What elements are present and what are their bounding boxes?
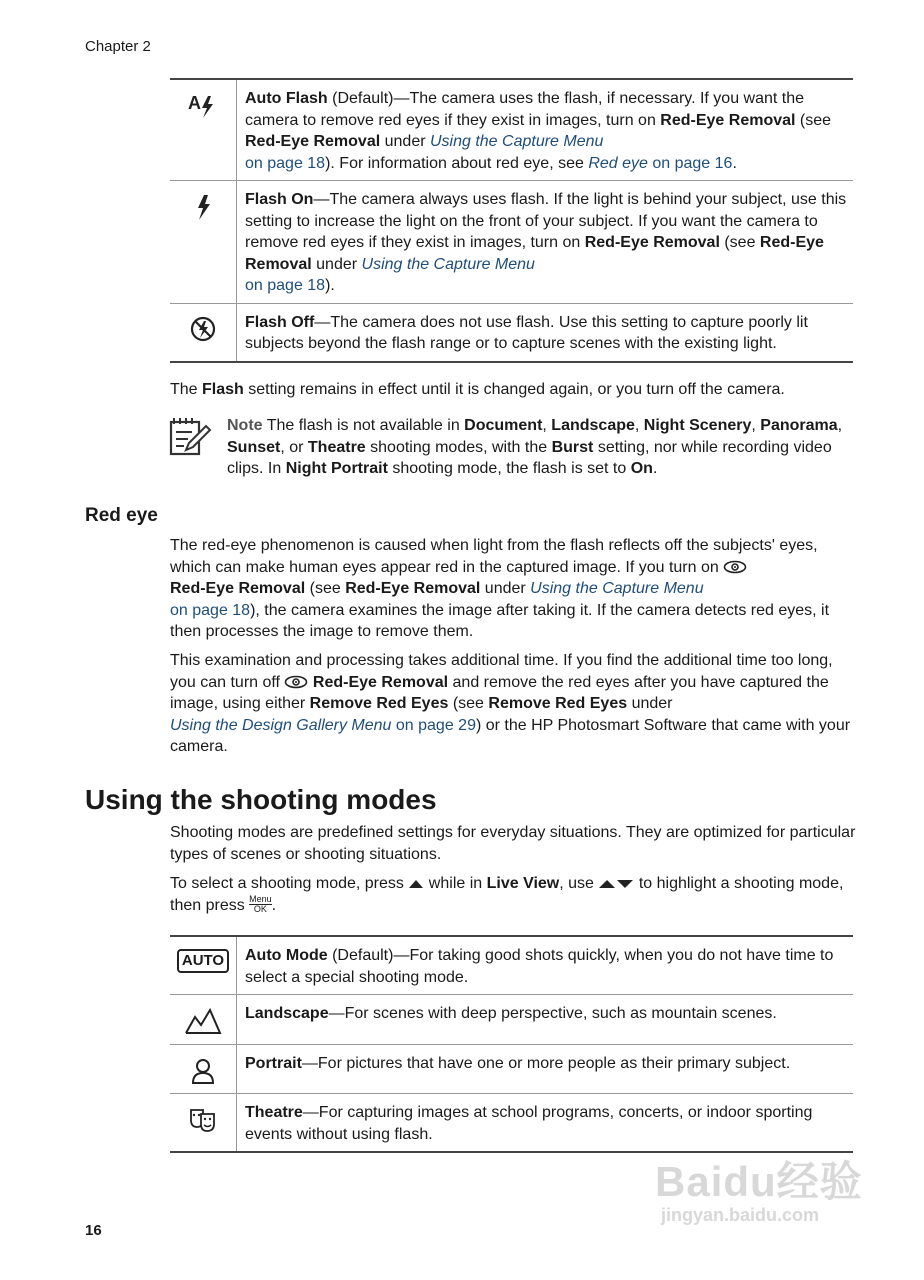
table-row [170, 995, 853, 1045]
auto-flash-description: Auto Flash (Default)—The camera uses the flash, if necessary. If you want the camera to remove red eyes if they exist in images, turn on Red-Eye Removal (see Red-Eye Removal under Using the Capture Menu on page 18). For information about red eye, see Red eye on page 16. [237, 79, 854, 181]
red-eye-link[interactable]: Red eye [588, 154, 648, 172]
table-row [170, 79, 853, 181]
shooting-modes-instructions: To select a shooting mode, press while in Live View, use to highlight a shooting mode, then press Menu OK . [170, 875, 844, 914]
page-number: 16 [85, 1222, 102, 1239]
red-eye-heading: Red eye [85, 505, 158, 526]
note-text: Note The flash is not available in Document, Landscape, Night Scenery, Panorama, Sunset, or Theatre shooting modes, with the Burst setting, nor while recording video clips. In Night Portrait shooting mode, the flash is set to On. [227, 417, 843, 477]
red-eye-icon [723, 560, 747, 574]
up-arrow-icon [408, 879, 424, 889]
note-label: Note [227, 417, 263, 434]
flash-off-title: Flash Off [245, 313, 315, 331]
flash-settings-table [170, 78, 853, 363]
design-gallery-page-link[interactable]: on page 29 [391, 716, 476, 734]
up-down-arrows-icon [598, 879, 634, 889]
landscape-icon [183, 1005, 223, 1037]
baidu-watermark: Baidu经验 jingyan.baidu.com [655, 1158, 863, 1225]
auto-flash-icon-cell [170, 79, 237, 181]
red-eye-icon [284, 675, 308, 689]
auto-mode-icon-cell [170, 936, 237, 995]
capture-menu-page-link[interactable]: on page 18 [245, 154, 326, 172]
theatre-icon [186, 1104, 220, 1136]
shooting-modes-table [170, 935, 853, 1153]
chapter-label: Chapter 2 [85, 38, 151, 55]
menu-ok-icon: Menu OK [249, 893, 272, 914]
flash-off-icon-cell [170, 303, 237, 362]
table-row [170, 181, 853, 304]
capture-menu-page-link[interactable]: on page 18 [245, 277, 326, 294]
portrait-description: Portrait—For pictures that have one or more people as their primary subject. [237, 1044, 854, 1094]
landscape-icon-cell [170, 995, 237, 1045]
red-eye-paragraph-1: The red-eye phenomenon is caused when light from the flash reflects off the subjects' eyes, which can make human eyes appear red in the captured image. If you turn on Red-Eye Removal (see Red-Eye Removal under Using the Capture Menu on page 18), the camera examines the image after taking it. If the camera detects red eyes, it then processes the image to remove them. [170, 537, 830, 640]
design-gallery-menu-link[interactable]: Using the Design Gallery Menu [170, 716, 392, 734]
capture-menu-link[interactable]: Using the Capture Menu [530, 580, 704, 597]
landscape-description: Landscape—For scenes with deep perspective, such as mountain scenes. [237, 995, 854, 1045]
flash-on-icon [186, 191, 220, 221]
auto-mode-icon: AUTO [177, 949, 229, 973]
table-row [170, 303, 853, 362]
red-eye-page-link[interactable]: on page 16 [647, 154, 733, 172]
note-icon [168, 416, 212, 465]
flash-off-description: Flash Off—The camera does not use flash. Use this setting to capture poorly lit subjects beyond the flash range or to capture scenes with the existing light. [237, 303, 854, 362]
portrait-icon [186, 1055, 220, 1087]
auto-mode-description: Auto Mode (Default)—For taking good shots quickly, when you do not have time to select a special shooting mode. [237, 936, 854, 995]
portrait-icon-cell [170, 1044, 237, 1094]
capture-menu-link[interactable]: Using the Capture Menu [361, 255, 535, 273]
table-row [170, 1044, 853, 1094]
flash-on-icon-cell [170, 181, 237, 304]
flash-off-icon [186, 314, 220, 344]
auto-flash-title: Auto Flash [245, 90, 328, 107]
flash-on-title: Flash On [245, 191, 314, 208]
flash-on-description: Flash On—The camera always uses flash. If the light is behind your subject, use this setting to increase the light on the front of your subject. If you want the camera to remove red eyes if they exist in images, turn on Red-Eye Removal (see Red-Eye Removal under Using the Capture Menu on page 18). [237, 181, 854, 304]
shooting-modes-heading: Using the shooting modes [85, 784, 437, 815]
svg-text:A: A [188, 93, 201, 113]
table-row [170, 936, 853, 995]
shooting-modes-intro: Shooting modes are predefined settings for everyday situations. They are optimized for particular types of scenes or shooting situations. [170, 824, 856, 863]
flash-setting-paragraph: The Flash setting remains in effect until it is changed again, or you turn off the camera. [170, 381, 785, 398]
capture-menu-link[interactable]: Using the Capture Menu [429, 133, 604, 150]
auto-flash-icon [186, 90, 220, 120]
theatre-icon-cell [170, 1094, 237, 1153]
table-row [170, 1094, 853, 1153]
red-eye-paragraph-2: This examination and processing takes additional time. If you find the additional time too long, you can turn off Red-Eye Removal and remove the red eyes after you have captured the image, using either Remove Red Eyes (see Remove Red Eyes under Using the Design Gallery Menu on page 29) or the HP Photosmart Software that came with your camera. [170, 652, 851, 755]
theatre-description: Theatre—For capturing images at school programs, concerts, or indoor sporting events without using flash. [237, 1094, 854, 1153]
capture-menu-page-link[interactable]: on page 18 [170, 601, 251, 619]
